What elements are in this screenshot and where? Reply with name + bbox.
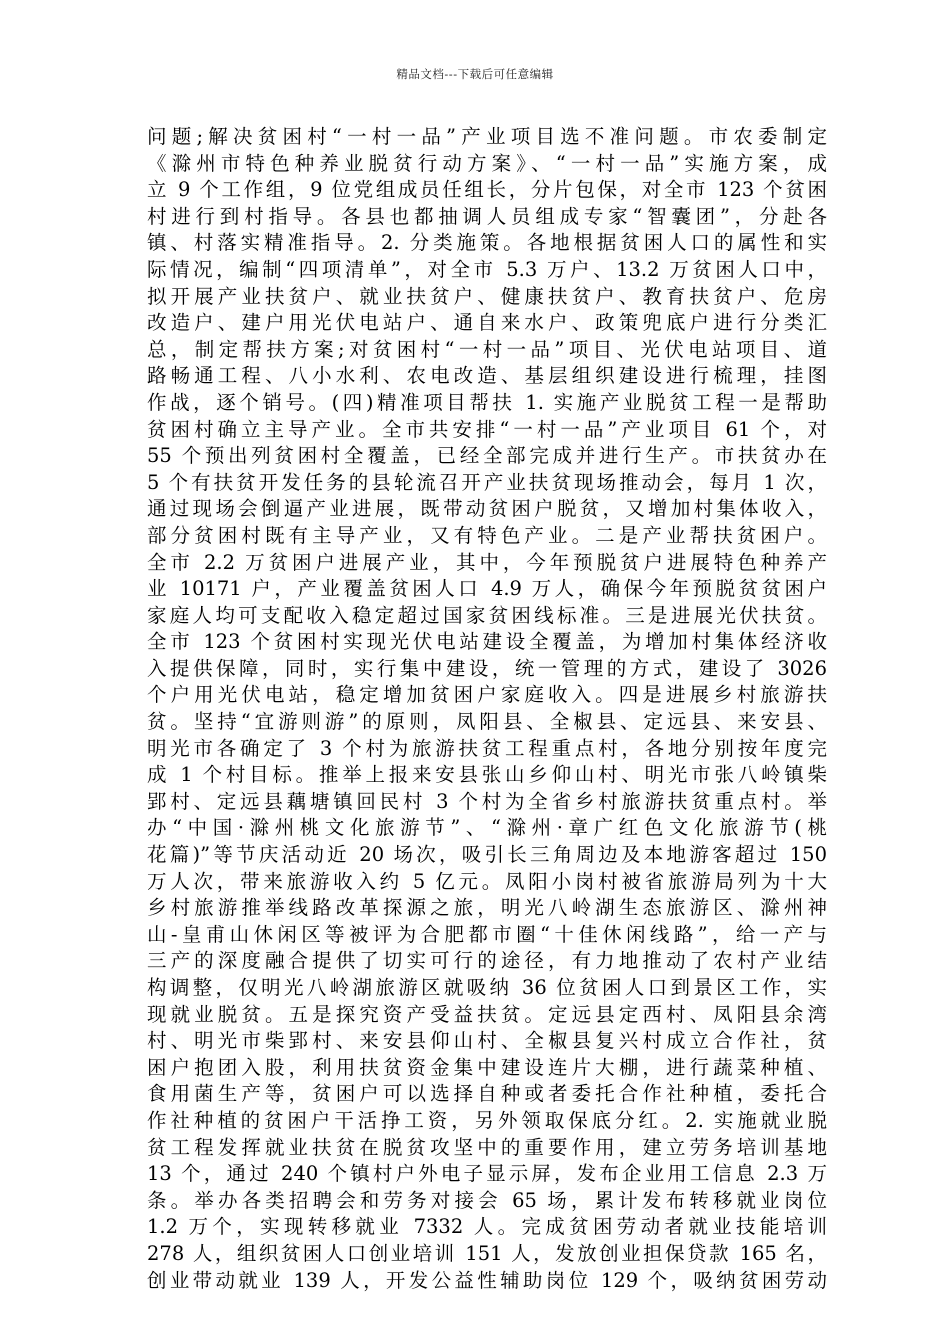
- text-line: 55 个预出列贫困村全覆盖，已经全部完成并进行生产。市扶贫办在: [147, 444, 827, 468]
- page-header: 精品文档---下载后可任意编辑: [396, 67, 554, 81]
- text-line: 13 个，通过 240 个镇村户外电子显示屏，发布企业用工信息 2.3 万: [147, 1162, 827, 1186]
- text-line: 山-皇甫山休闲区等被评为合肥都市圈“十佳休闲线路”，给一产与: [147, 922, 827, 946]
- text-line: 明光市各确定了 3 个村为旅游扶贫工程重点村，各地分别按年度完: [147, 736, 827, 760]
- text-line: 部分贫困村既有主导产业，又有特色产业。二是产业帮扶贫困户。: [147, 523, 827, 547]
- text-line: 全市 123 个贫困村实现光伏电站建设全覆盖，为增加村集体经济收: [147, 630, 827, 654]
- text-line: 5 个有扶贫开发任务的县轮流召开产业扶贫现场推动会，每月 1 次，: [147, 470, 827, 494]
- text-line: 三产的深度融合提供了切实可行的途径，有力地推动了农村产业结: [147, 949, 827, 973]
- text-line: 业 10171 户，产业覆盖贫困人口 4.9 万人，确保今年预脱贫贫困户: [147, 577, 827, 601]
- text-line: 拟开展产业扶贫户、就业扶贫户、健康扶贫户、教育扶贫户、危房: [147, 284, 827, 308]
- text-line: 总，制定帮扶方案;对贫困村“一村一品”项目、光伏电站项目、道: [147, 337, 827, 361]
- document-body: [147, 124, 827, 1294]
- text-line: 通过现场会倒逼产业进展，既带动贫困户脱贫，又增加村集体收入，: [147, 497, 827, 521]
- text-line: 村、明光市柴郢村、来安县仰山村、全椒县复兴村成立合作社，贫: [147, 1029, 827, 1053]
- text-line: 现就业脱贫。五是探究资产受益扶贫。定远县定西村、凤阳县余湾: [147, 1002, 827, 1026]
- text-line: 困户抱团入股，利用扶贫资金集中建设连片大棚，进行蔬菜种植、: [147, 1055, 827, 1079]
- text-line: 创业带动就业 139 人，开发公益性辅助岗位 129 个，吸纳贫困劳动: [147, 1268, 827, 1292]
- text-line: 贫困村确立主导产业。全市共安排“一村一品”产业项目 61 个，对: [147, 417, 827, 441]
- text-line: 贫工程发挥就业扶贫在脱贫攻坚中的重要作用，建立劳务培训基地: [147, 1135, 827, 1159]
- text-line: 村进行到村指导。各县也都抽调人员组成专家“智囊团”，分赴各: [147, 204, 827, 228]
- text-line: 作社种植的贫困户干活挣工资，另外领取保底分红。2. 实施就业脱: [147, 1108, 827, 1132]
- text-line: 镇、村落实精准指导。2. 分类施策。各地根据贫困人口的属性和实: [147, 231, 827, 255]
- text-line: 郢村、定远县藕塘镇回民村 3 个村为全省乡村旅游扶贫重点村。举: [147, 789, 827, 813]
- text-line: 万人次，带来旅游收入约 5 亿元。凤阳小岗村被省旅游局列为十大: [147, 869, 827, 893]
- text-line: 贫。坚持“宜游则游”的原则，凤阳县、全椒县、定远县、来安县、: [147, 710, 827, 734]
- text-line: 成 1 个村目标。推举上报来安县张山乡仰山村、明光市张八岭镇柴: [147, 763, 827, 787]
- text-line: 《滁州市特色种养业脱贫行动方案》、“一村一品”实施方案，成: [147, 151, 827, 175]
- text-line: 全市 2.2 万贫困户进展产业，其中，今年预脱贫户进展特色种养产: [147, 550, 827, 574]
- text-line: 个户用光伏电站，稳定增加贫困户家庭收入。四是进展乡村旅游扶: [147, 683, 827, 707]
- text-line: 家庭人均可支配收入稳定超过国家贫困线标准。三是进展光伏扶贫。: [147, 603, 827, 627]
- text-line: 1.2 万个，实现转移就业 7332 人。完成贫困劳动者就业技能培训: [147, 1215, 827, 1239]
- text-line: 立 9 个工作组，9 位党组成员任组长，分片包保，对全市 123 个贫困: [147, 178, 827, 202]
- text-line: 问题;解决贫困村“一村一品”产业项目选不准问题。市农委制定: [147, 125, 827, 148]
- text-line: 办“中国·滁州桃文化旅游节”、“滁州·章广红色文化旅游节(桃: [147, 816, 827, 840]
- text-line: 路畅通工程、八小水利、农电改造、基层组织建设进行梳理，挂图: [147, 364, 827, 388]
- text-line: 乡村旅游推举线路改革探源之旅，明光八岭湖生态旅游区、滁州神: [147, 896, 827, 920]
- text-line: 278 人，组织贫困人口创业培训 151 人，发放创业担保贷款 165 名，: [147, 1241, 827, 1265]
- text-line: 作战，逐个销号。(四)精准项目帮扶 1. 实施产业脱贫工程一是帮助: [147, 390, 827, 414]
- text-line: 花篇)”等节庆活动近 20 场次，吸引长三角周边及本地游客超过 150: [147, 843, 827, 867]
- text-line: 条。举办各类招聘会和劳务对接会 65 场，累计发布转移就业岗位: [147, 1188, 827, 1212]
- text-line: 入提供保障，同时，实行集中建设，统一管理的方式，建设了 3026: [147, 656, 827, 680]
- text-line: 际情况，编制“四项清单”，对全市 5.3 万户、13.2 万贫困人口中，: [147, 257, 827, 281]
- text-line: 改造户、建户用光伏电站户、通自来水户、政策兜底户进行分类汇: [147, 311, 827, 335]
- text-line: 构调整，仅明光八岭湖旅游区就吸纳 36 位贫困人口到景区工作，实: [147, 976, 827, 999]
- text-line: 食用菌生产等，贫困户可以选择自种或者委托合作社种植，委托合: [147, 1082, 827, 1106]
